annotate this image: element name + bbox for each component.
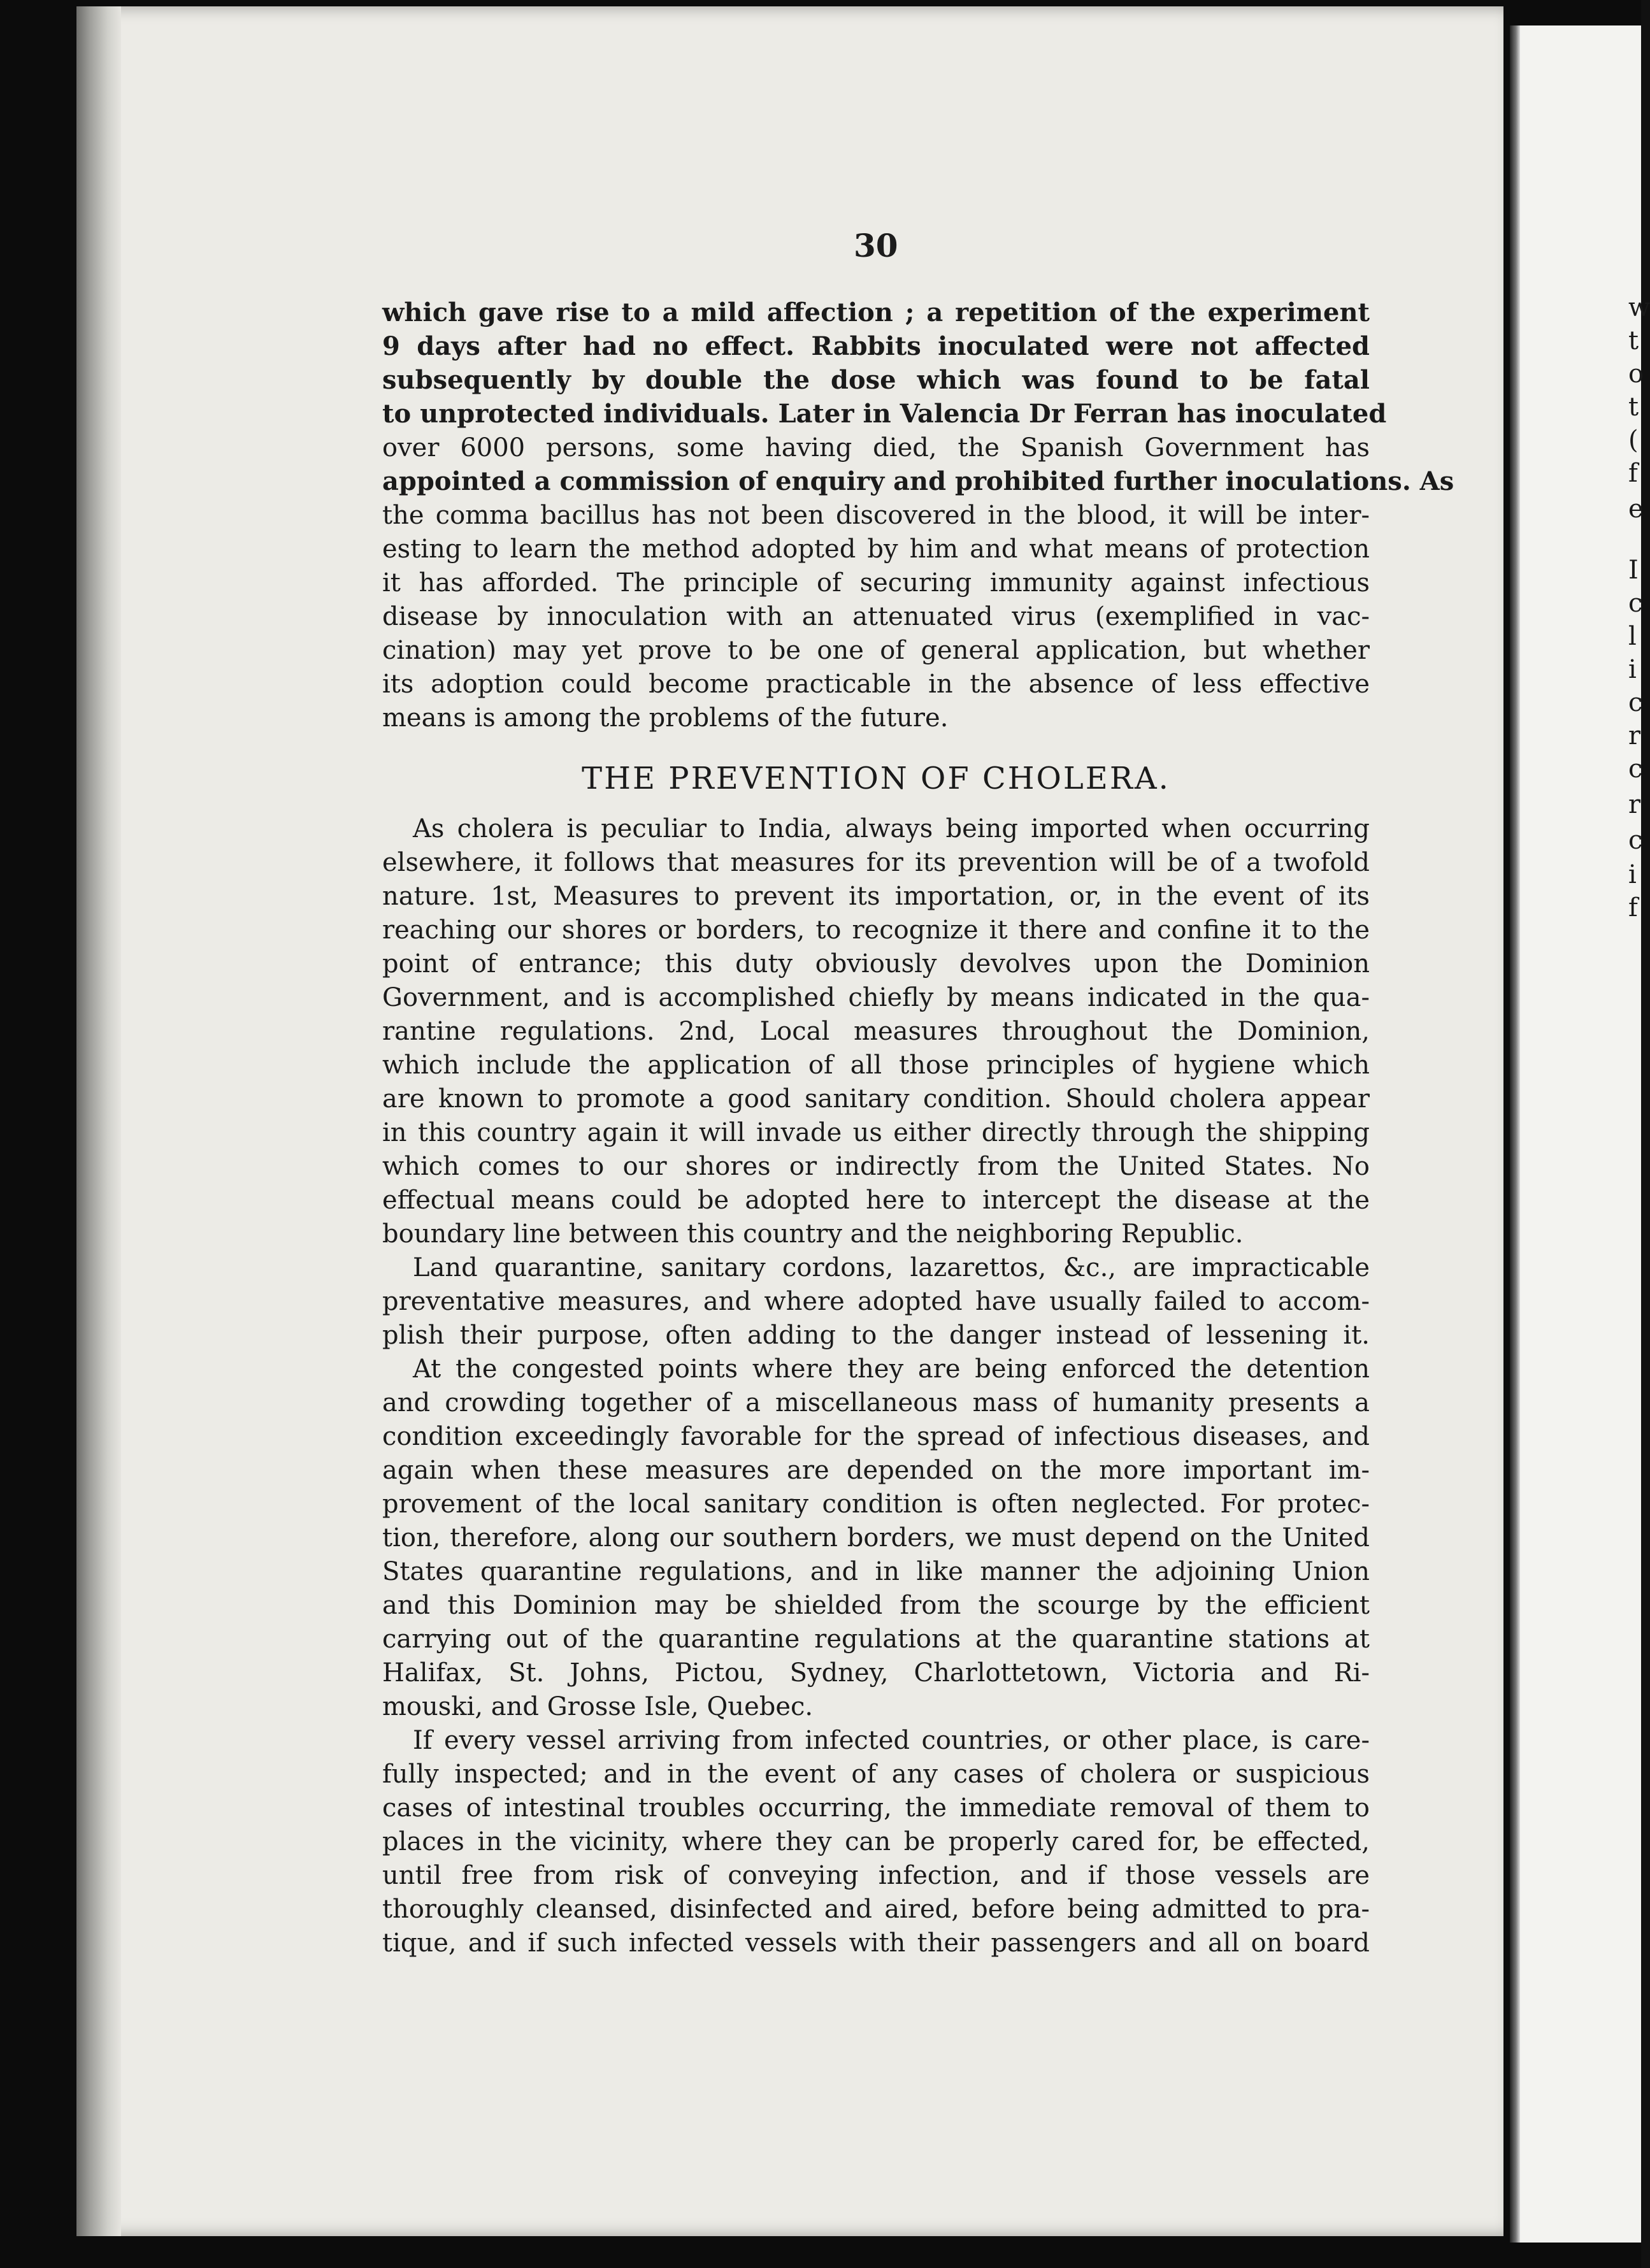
- text-line: elsewhere, it follows that measures for its prevention will be of a twofold: [382, 848, 1370, 877]
- text-line: cination) may yet prove to be one of general application, but whether: [382, 636, 1370, 665]
- text-line: esting to learn the method adopted by him and what means of protection: [382, 535, 1370, 564]
- text-line: Land quarantine, sanitary cordons, lazarettos, &c., are impracticable: [413, 1253, 1370, 1282]
- adjacent-page-fragment: r: [1628, 721, 1641, 750]
- adjacent-page-fragment: o: [1628, 359, 1644, 389]
- text-line: thoroughly cleansed, disinfected and aired, before being admitted to pra-: [382, 1895, 1370, 1924]
- text-line: which comes to our shores or indirectly from the United States. No: [382, 1152, 1370, 1181]
- text-line: nature. 1st, Measures to prevent its importation, or, in the event of its: [382, 882, 1370, 911]
- adjacent-page-fragment: e: [1628, 494, 1644, 524]
- text-line: boundary line between this country and the neighboring Republic.: [382, 1219, 1244, 1249]
- text-line: and crowding together of a miscellaneous mass of humanity presents a: [382, 1388, 1370, 1418]
- text-line: point of entrance; this duty obviously devolves upon the Dominion: [382, 949, 1370, 979]
- text-line: and this Dominion may be shielded from the scourge by the efficient: [382, 1591, 1370, 1620]
- text-line: in this country again it will invade us either directly through the shipping: [382, 1118, 1370, 1147]
- text-line: provement of the local sanitary condition is often neglected. For protec-: [382, 1489, 1370, 1519]
- text-line: rantine regulations. 2nd, Local measures throughout the Dominion,: [382, 1017, 1370, 1046]
- text-line: If every vessel arriving from infected countries, or other place, is care-: [413, 1726, 1370, 1755]
- page-binding-edge: [76, 6, 121, 2236]
- text-line: over 6000 persons, some having died, the Spanish Government has: [382, 433, 1370, 463]
- text-line: reaching our shores or borders, to recognize it there and confine it to the: [382, 915, 1370, 945]
- text-line: 9 days after had no effect. Rabbits inoculated were not affected: [382, 331, 1370, 361]
- adjacent-page-fragment: c: [1628, 589, 1643, 618]
- text-line: States quarantine regulations, and in like manner the adjoining Union: [382, 1557, 1370, 1586]
- adjacent-page-fragment: f: [1628, 893, 1638, 922]
- adjacent-page-fragment: I: [1628, 556, 1639, 585]
- text-line: means is among the problems of the future.: [382, 703, 949, 733]
- adjacent-page-fragment: (: [1628, 426, 1639, 455]
- text-line: it has afforded. The principle of securing immunity against infectious: [382, 568, 1370, 598]
- text-line: subsequently by double the dose which was found to be fatal: [382, 365, 1370, 395]
- text-line: condition exceedingly favorable for the spread of infectious diseases, and: [382, 1422, 1370, 1451]
- adjacent-page-fragment: w: [1628, 293, 1650, 322]
- adjacent-page-fragment: c: [1628, 754, 1643, 784]
- text-line: its adoption could become practicable in the absence of less effective: [382, 670, 1370, 699]
- adjacent-page-fragment: t: [1628, 392, 1639, 422]
- page-number: 30: [854, 227, 898, 264]
- text-line: Government, and is accomplished chiefly by means indicated in the qua-: [382, 983, 1370, 1012]
- adjacent-page-fragment: f: [1628, 459, 1638, 488]
- text-line: As cholera is peculiar to India, always being imported when occurring: [413, 814, 1370, 843]
- adjacent-page-fragment: l: [1628, 622, 1637, 651]
- text-line: Halifax, St. Johns, Pictou, Sydney, Charlottetown, Victoria and Ri-: [382, 1658, 1370, 1688]
- adjacent-page-fragment: c: [1628, 826, 1643, 855]
- text-line: At the congested points where they are being enforced the detention: [413, 1354, 1370, 1384]
- adjacent-page: [1510, 25, 1641, 2243]
- text-line: to unprotected individuals. Later in Valencia Dr Ferran has inoculated: [382, 399, 1387, 429]
- text-line: preventative measures, and where adopted have usually failed to accom-: [382, 1287, 1370, 1316]
- text-line: effectual means could be adopted here to intercept the disease at the: [382, 1186, 1370, 1215]
- text-line: tion, therefore, along our southern borders, we must depend on the United: [382, 1523, 1370, 1553]
- text-line: cases of intestinal troubles occurring, the immediate removal of them to: [382, 1793, 1370, 1823]
- text-line: disease by innoculation with an attenuated virus (exemplified in vac-: [382, 602, 1370, 631]
- text-line: tique, and if such infected vessels with their passengers and all on board: [382, 1928, 1370, 1958]
- adjacent-page-fragment: c: [1628, 688, 1643, 717]
- adjacent-page-fragment: r: [1628, 790, 1641, 819]
- text-line: appointed a commission of enquiry and prohibited further inoculations. As: [382, 466, 1454, 496]
- section-heading: THE PREVENTION OF CHOLERA.: [582, 761, 1170, 796]
- adjacent-page-fragment: i: [1628, 860, 1637, 889]
- text-line: again when these measures are depended on the more important im-: [382, 1456, 1370, 1485]
- adjacent-page-fragment: i: [1628, 655, 1637, 684]
- text-line: fully inspected; and in the event of any cases of cholera or suspicious: [382, 1760, 1370, 1789]
- text-line: plish their purpose, often adding to the danger instead of lessening it.: [382, 1321, 1370, 1350]
- text-line: carrying out of the quarantine regulations at the quarantine stations at: [382, 1625, 1370, 1654]
- adjacent-page-fragment: t: [1628, 326, 1639, 355]
- text-line: are known to promote a good sanitary condition. Should cholera appear: [382, 1084, 1370, 1114]
- text-line: the comma bacillus has not been discovered in the blood, it will be inter-: [382, 501, 1370, 530]
- text-line: which gave rise to a mild affection ; a repetition of the experiment: [382, 298, 1370, 327]
- text-line: places in the vicinity, where they can be properly cared for, be effected,: [382, 1827, 1370, 1856]
- text-line: mouski, and Grosse Isle, Quebec.: [382, 1692, 814, 1721]
- text-line: which include the application of all those principles of hygiene which: [382, 1051, 1370, 1080]
- text-line: until free from risk of conveying infection, and if those vessels are: [382, 1861, 1370, 1890]
